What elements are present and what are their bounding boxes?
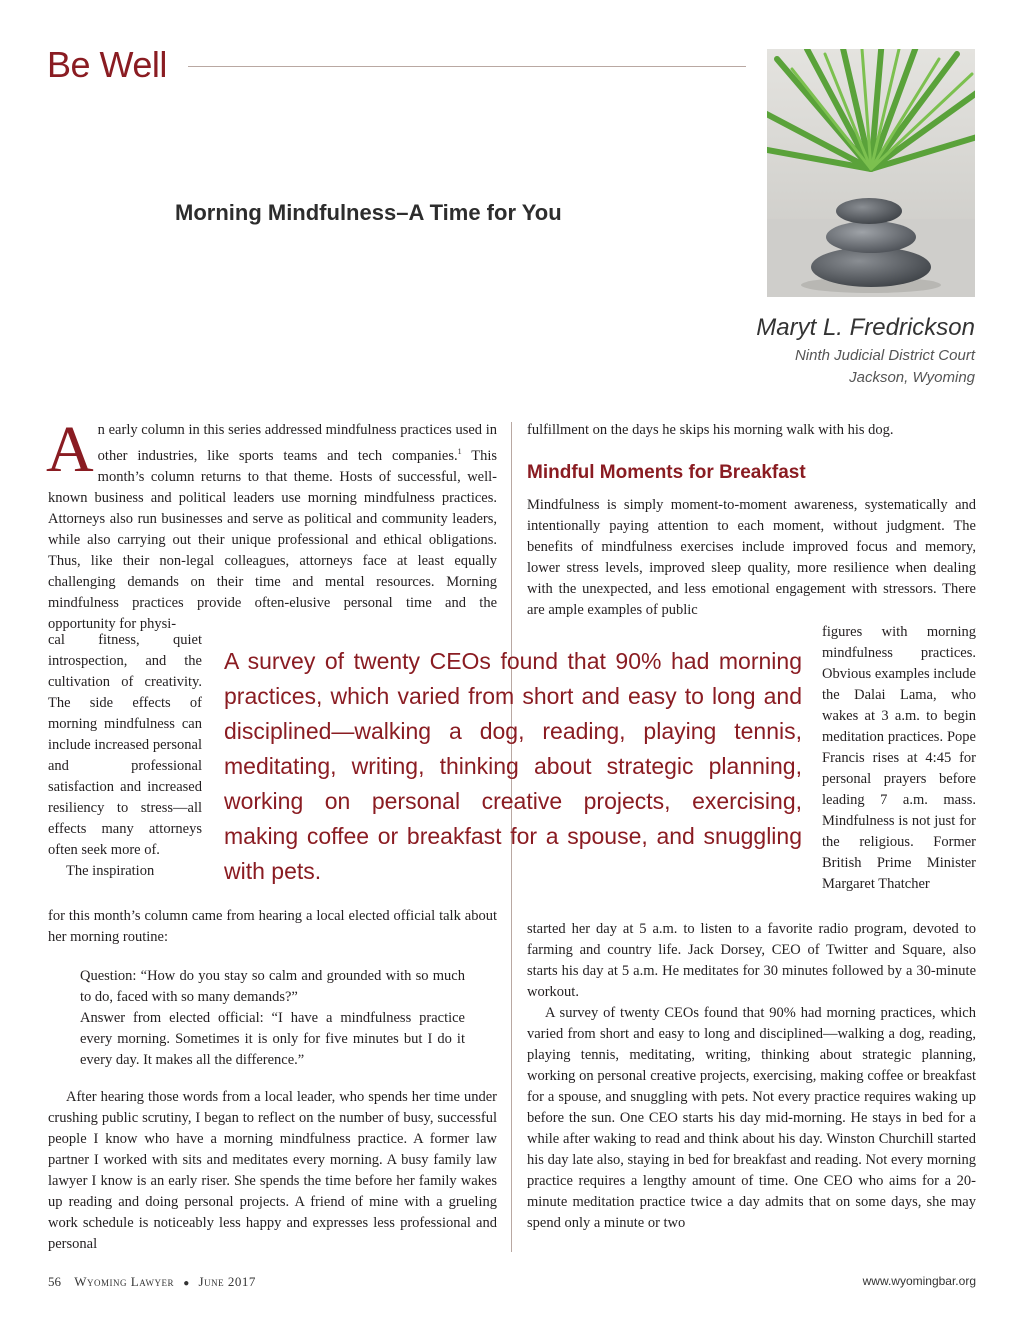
quote-answer: Answer from elected official: “I have a mindfulness practice every morning. Sometimes it is only for five minutes but I do it every day. It makes all the difference.” [80,1010,465,1068]
author-block [756,314,975,386]
body-paragraph [46,413,497,635]
interview-quote [80,966,465,1071]
body-paragraph: The inspiration [66,863,155,879]
bullet-icon: ● [183,1278,190,1289]
right-column-top [527,420,976,441]
body-paragraph: fulfillment on the days he skips his morning walk with his dog. [527,422,894,438]
publication-name: Wyoming Lawyer [74,1274,174,1289]
body-paragraph: started her day at 5 a.m. to listen to a favorite radio program, devoted to farming and country life. Jack Dorsey, CEO of Twitter and Square, also starts his day at 5 a.m. He meditates for 30 minutes followed by a 30-minute workout. [527,921,976,1000]
quote-question: Question: “How do you stay so calm and grounded with so much to do, faced with so many demands?” [80,968,465,1005]
right-column-bottom [527,919,976,1234]
right-column-mid [527,495,976,621]
right-column-narrow [822,622,976,895]
header-rule [188,66,746,67]
body-paragraph: A survey of twenty CEOs found that 90% had morning practices, which varied from short and easy to long and disciplined—walking a dog, reading, playing tennis, meditating, writing, thinking about strategic planning, working on personal creative projects, exercising, making coffee or breakfast for a spouse, and snuggling with pets. Not every practice requires waking up before the sun. One CEO starts his day mid-morning. He stays in bed for a while after waking to read and think about his day. Winston Churchill started his day late also, staying in bed for breakfast and reading. Not every morning practice requires a lengthy amount of time. One CEO who aims for a 20-minute meditation practice twice a day admits that on some days, she may spend only a minute or two [527,1005,976,1231]
body-paragraph: After hearing those words from a local leader, who spends her time under crushing public scrutiny, I began to reflect on the number of busy, successful people I know who have a morning mindfulness practice. A former law partner I worked with sits and meditates every morning. A busy family law lawyer I know is an early riser. She spends the time before her family wakes up reading and doing personal projects. A friend of mine with a grueling work schedule is noticeably less happy and expresses less professional and personal [48,1089,497,1252]
page-number: 56 [48,1274,61,1289]
section-title: Be Well [47,44,167,85]
issue-date: June 2017 [198,1274,256,1289]
subheading: Mindful Moments for Breakfast [527,462,806,483]
article-title: Morning Mindfulness–A Time for You [175,200,562,225]
footer-left [48,1274,256,1290]
author-court: Ninth Judicial District Court [794,347,975,364]
body-paragraph: for this month’s column came from hearing a local elected official talk about her morning routine: [48,908,497,945]
footnote-ref: 1 [457,447,462,456]
stacked-stones-photo [767,49,975,297]
website-link[interactable]: www.wyomingbar.org [862,1274,976,1288]
body-text: This month’s column returns to that theme. Hosts of successful, well-known business and political leaders use morning mindfulness practices. Attorneys also run businesses and serve as political and community leaders, while also carrying out their unique professional and ethical obligations. Thus, like their non-legal colleagues, attorneys face at least equally challenging demands on their time and mental resources. Morning mindfulness practices provide often-elusive personal time and the opportunity for physi- [48,447,497,632]
author-name: Maryt L. Fredrickson [756,314,975,341]
pull-quote: A survey of twenty CEOs found that 90% had morning practices, which varied from short and easy to long and disciplined—walking a dog, reading, playing tennis, meditating, writing, thinking about strategic planning, working on personal creative projects, exercising, making coffee or breakfast for a spouse, and snuggling with pets. [224,648,802,884]
body-paragraph: figures with morning mindfulness practices. Obvious examples include the Dalai Lama, who wakes at 3 a.m. to begin meditation practices. Pope Francis rises at 4:45 for personal prayers before leading 7 a.m. mass. Mindfulness is not just for the religious. Former British Prime Minister Margaret Thatcher [822,624,976,892]
body-paragraph: Mindfulness is simply moment-to-moment awareness, systematically and intentionally paying attention to each moment, without judgment. The benefits of mindfulness exercises include improved focus and memory, lower stress levels, improved sleep quality, more resilience when dealing with the unexpected, and less emotional engagement with stressors. There are ample examples of public [527,497,976,618]
body-text: n early column in this series addressed mindfulness practices used in other industries, like sports teams and tech companies. [97,422,497,464]
left-column-bottom [48,906,497,1255]
author-location: Jackson, Wyoming [849,369,975,386]
body-paragraph: cal fitness, quiet introspection, and the cultivation of creativity. The side effects of morning mindfulness can include increased personal and professional satisfaction and increased resiliency to stress—all effects many attorneys often seek more of. [48,632,202,858]
left-column-top [46,413,497,635]
drop-cap: A [46,413,94,486]
left-column-narrow [48,630,202,882]
